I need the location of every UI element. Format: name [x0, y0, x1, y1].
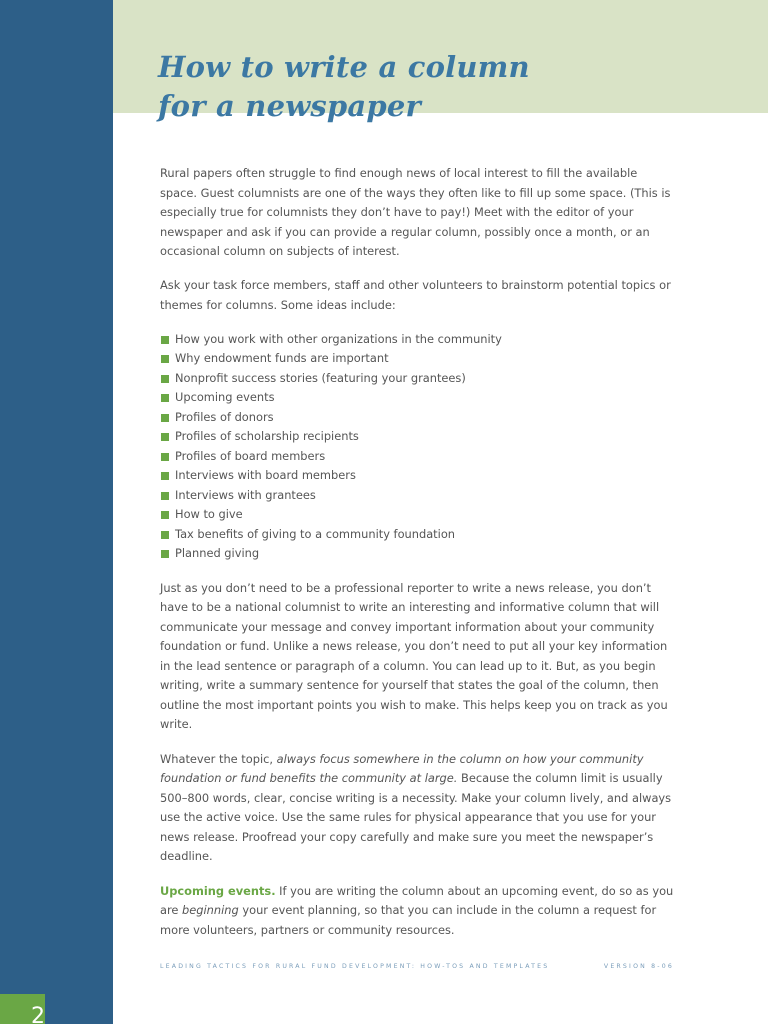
ideas-list [160, 330, 674, 564]
body-text [160, 164, 674, 940]
idea-list-item [160, 505, 674, 525]
footer-publication-title: LEADING TACTICS FOR RURAL FUND DEVELOPMENT: HOW-TOS AND TEMPLATES [160, 963, 550, 970]
focus-emphasis: always focus somewhere in the column on how your community foundation or fund benefits the community at large. [160, 751, 644, 785]
idea-text: Profiles of donors [175, 409, 274, 424]
bullet-square-icon [161, 336, 169, 344]
idea-list-item [160, 544, 674, 564]
intro-paragraph: Rural papers often struggle to find enough news of local interest to fill the available space. Guest columnists are one of the ways they often like to fill up some space. (This is especially true for columnists they don’t have to pay!) Meet with the editor of your newspaper and ask if you can provide a regular column, possibly once a month, or an occasional column on subjects of interest. [160, 166, 671, 258]
bullet-square-icon [161, 453, 169, 461]
idea-text: Why endowment funds are important [175, 351, 389, 365]
page-title-line-1: How to write a column [158, 50, 530, 84]
bullet-square-icon [161, 550, 169, 558]
idea-text: Upcoming events [175, 390, 275, 404]
focus-paragraph [160, 750, 674, 867]
idea-text: Tax benefits of giving to a community foundation [175, 526, 456, 541]
idea-list-item [160, 349, 674, 369]
idea-text: Profiles of scholarship recipients [175, 429, 359, 443]
bullet-square-icon [161, 394, 169, 402]
upcoming-events-paragraph [160, 882, 674, 941]
idea-text: Planned giving [175, 546, 260, 560]
bullet-square-icon [161, 492, 169, 500]
bullet-square-icon [161, 414, 169, 422]
idea-text: Interviews with board members [175, 468, 356, 482]
brainstorm-paragraph: Ask your task force members, staff and other volunteers to brainstorm potential topics or themes for columns. Some ideas include: [160, 278, 671, 312]
page-title-line-2: for a newspaper [158, 89, 421, 123]
idea-text: Interviews with grantees [175, 487, 316, 502]
idea-text: Profiles of board members [175, 448, 326, 463]
bullet-square-icon [161, 511, 169, 519]
upcoming-events-emphasis: beginning [182, 903, 239, 917]
idea-list-item [160, 369, 674, 389]
bullet-square-icon [161, 375, 169, 383]
left-sidebar-bar [0, 0, 113, 1024]
upcoming-events-heading: Upcoming events. [160, 883, 276, 898]
page-footer [160, 963, 674, 975]
idea-list-item [160, 525, 674, 545]
focus-text-end: Because the column limit is usually 500–800 words, clear, concise writing is a necessity. Make your column lively, and always use the active voice. Use the same rules for physical appearance that you use for your news release. Proofread your copy carefully and make sure you meet the newspaper’s deadline. [160, 771, 672, 863]
idea-list-item [160, 330, 674, 350]
bullet-square-icon [161, 433, 169, 441]
idea-text: How to give [175, 507, 243, 521]
page-number: 2 [31, 1004, 45, 1024]
idea-list-item [160, 388, 674, 408]
upcoming-events-text-b: your event planning, so that you can include in the column a request for more volunteers, partners or community resources. [160, 903, 657, 937]
page-title [158, 48, 530, 126]
idea-list-item [160, 466, 674, 486]
footer-version: VERSION 8-06 [603, 963, 674, 970]
page-number-tab [0, 994, 45, 1024]
bullet-square-icon [161, 355, 169, 363]
bullet-square-icon [161, 472, 169, 480]
idea-list-item [160, 427, 674, 447]
bullet-square-icon [161, 531, 169, 539]
idea-text: How you work with other organizations in the community [175, 331, 502, 346]
approach-paragraph: Just as you don’t need to be a professional reporter to write a news release, you don’t have to be a national columnist to write an interesting and informative column that will communicate your message and convey important information about your community foundation or fund. Unlike a news release, you don’t need to put all your key information in the lead sentence or paragraph of a column. You can lead up to it. But, as you begin writing, write a summary sentence for yourself that states the goal of the column, then outline the most important points you wish to make. This helps keep you on track as you write. [160, 580, 668, 731]
idea-list-item [160, 447, 674, 467]
idea-list-item [160, 408, 674, 428]
focus-text-start: Whatever the topic, [160, 751, 277, 766]
idea-text: Nonprofit success stories (featuring your grantees) [175, 370, 466, 385]
idea-list-item [160, 486, 674, 506]
upcoming-events-text-a: If you are writing the column about an upcoming event, do so as you are [160, 883, 674, 917]
